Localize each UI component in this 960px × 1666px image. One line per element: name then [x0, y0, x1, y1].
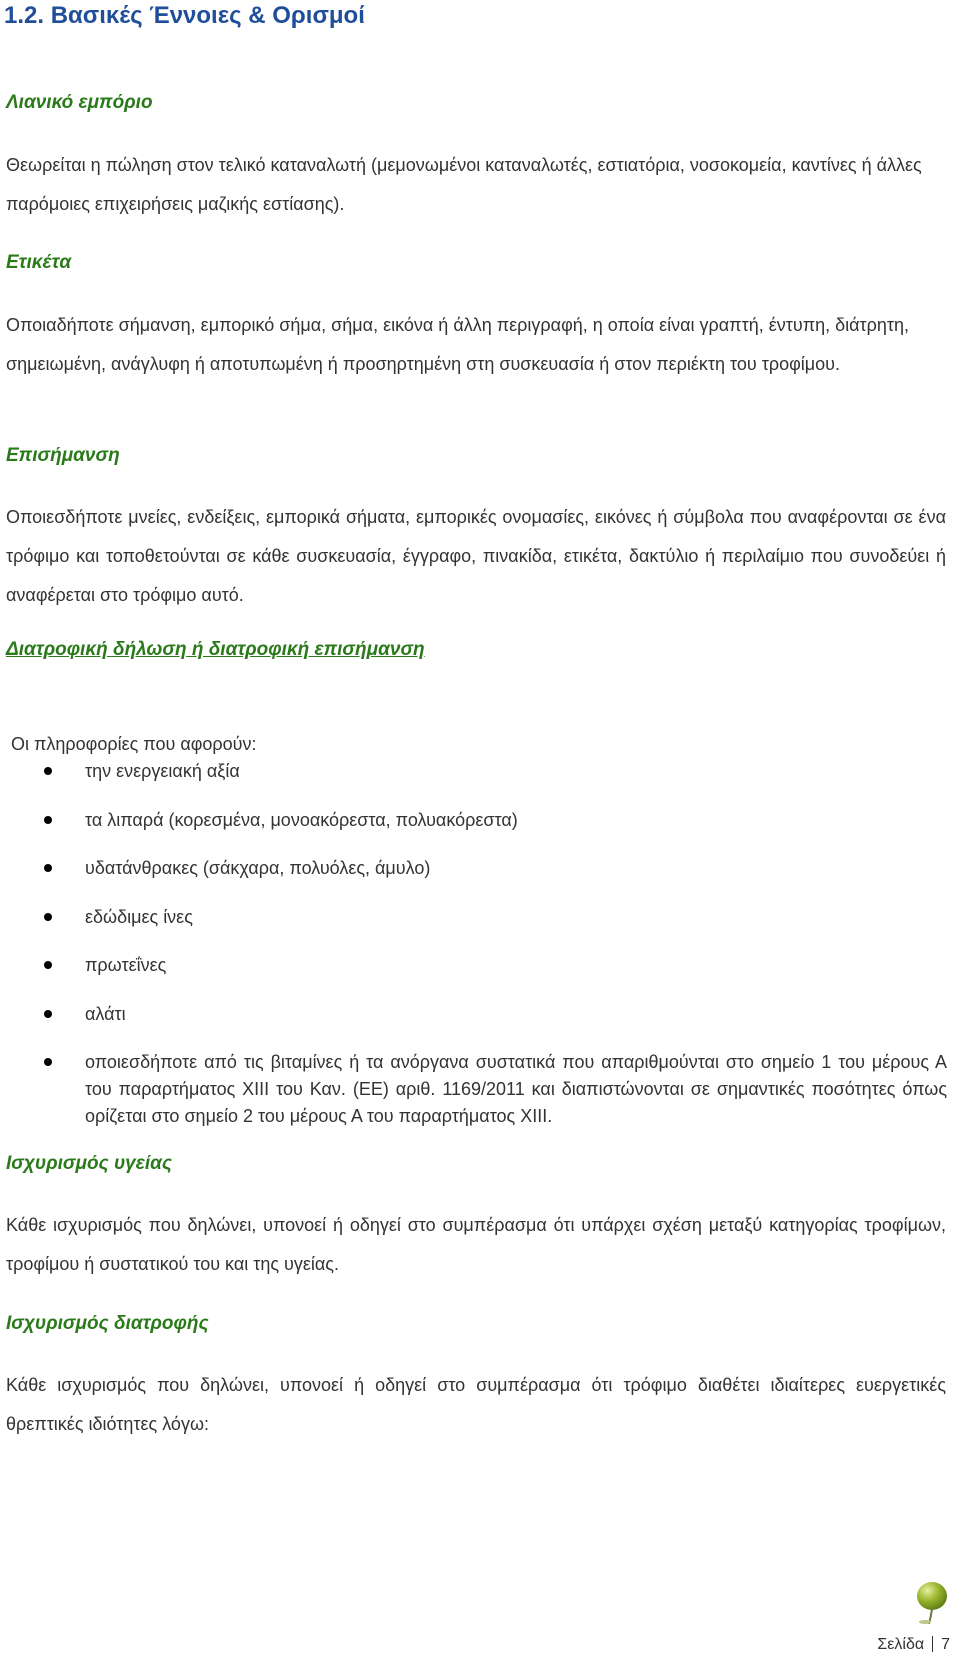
page-title: 1.2. Βασικές Έννοιες & Ορισμοί [4, 2, 365, 29]
paragraph-label: Οποιαδήποτε σήμανση, εμπορικό σήμα, σήμα, εικόνα ή άλλη περιγραφή, η οποία είναι γραπτή, έντυπη, διάτρητη, σημειωμένη, ανάγλυφη ή αποτυπωμένη ή προσηρτημένη στη συσκευασία ή στον περιέκτη του τροφίμου. [6, 315, 910, 374]
paragraph-nutrition-claim: Κάθε ισχυρισμός που δηλώνει, υπονοεί ή οδηγεί στο συμπέρασμα ότι τρόφιμο διαθέτει ιδιαίτερες ευεργετικές θρεπτικές ιδιότητες λόγω: [6, 1375, 946, 1434]
heading-label: Ετικέτα [6, 252, 72, 273]
list-item-text: αλάτι [85, 1004, 126, 1024]
list-item-text: οποιεσδήποτε από τις βιταμίνες ή τα ανόργανα συστατικά που απαριθμούνται στο σημείο 1 του μέρους Α του παραρτήματος XIII του Καν. (ΕΕ) αριθ. 1169/2011 και διαπιστώνονται σε σημαντικές ποσότητες όπως ορίζεται στο σημείο 2 του μέρους Α του παραρτήματος XIII. [85, 1052, 947, 1126]
heading-retail: Λιανικό εμπόριο [6, 92, 153, 113]
list-item-text: υδατάνθρακες (σάκχαρα, πολυόλες, άμυλο) [85, 858, 431, 878]
heading-nutrition-declaration: Διατροφική δήλωση ή διατροφική επισήμανση [6, 639, 425, 660]
page-number: 7 [941, 1636, 950, 1653]
paragraph-retail: Θεωρείται η πώληση στον τελικό καταναλωτή (μεμονωμένοι καταναλωτές, εστιατόρια, νοσοκομεία, καντίνες ή άλλες παρόμοιες επιχειρήσεις μαζικής εστίασης). [6, 155, 922, 214]
page-footer [877, 1634, 950, 1656]
bullet-icon [44, 816, 52, 824]
bullet-icon [44, 1058, 52, 1066]
bullet-icon [44, 1010, 52, 1018]
paragraph-health-claim: Κάθε ισχυρισμός που δηλώνει, υπονοεί ή οδηγεί στο συμπέρασμα ότι υπάρχει σχέση μεταξύ κατηγορίας τροφίμων, τροφίμου ή συστατικού του και της υγείας. [6, 1215, 946, 1274]
bullet-icon [44, 864, 52, 872]
footer-separator [932, 1636, 933, 1652]
list-item-text: πρωτεΐνες [85, 955, 167, 975]
paragraph-labelling: Οποιεσδήποτε μνείες, ενδείξεις, εμπορικά σήματα, εμπορικές ονομασίες, εικόνες ή σύμβολα που αναφέρονται σε ένα τρόφιμο και τοποθετούνται σε κάθε συσκευασία, έγγραφο, πινακίδα, ετικέτα, δακτύλιο ή περιλαίμιο που συνοδεύει ή αναφέρεται στο τρόφιμο αυτό. [6, 507, 946, 605]
list-item-text: εδώδιμες ίνες [85, 907, 193, 927]
heading-labelling: Επισήμανση [6, 445, 120, 466]
heading-health-claim: Ισχυρισμός υγείας [6, 1153, 173, 1174]
olive-logo-icon [914, 1580, 950, 1626]
nutrition-intro: Οι πληροφορίες που αφορούν: [11, 734, 257, 754]
heading-nutrition-claim: Ισχυρισμός διατροφής [6, 1313, 209, 1334]
list-item-text: τα λιπαρά (κορεσμένα, μονοακόρεστα, πολυακόρεστα) [85, 810, 518, 830]
list-item-text: την ενεργειακή αξία [85, 761, 240, 781]
page-label: Σελίδα [877, 1636, 925, 1653]
bullet-icon [44, 961, 52, 969]
bullet-icon [44, 767, 52, 775]
bullet-icon [44, 913, 52, 921]
